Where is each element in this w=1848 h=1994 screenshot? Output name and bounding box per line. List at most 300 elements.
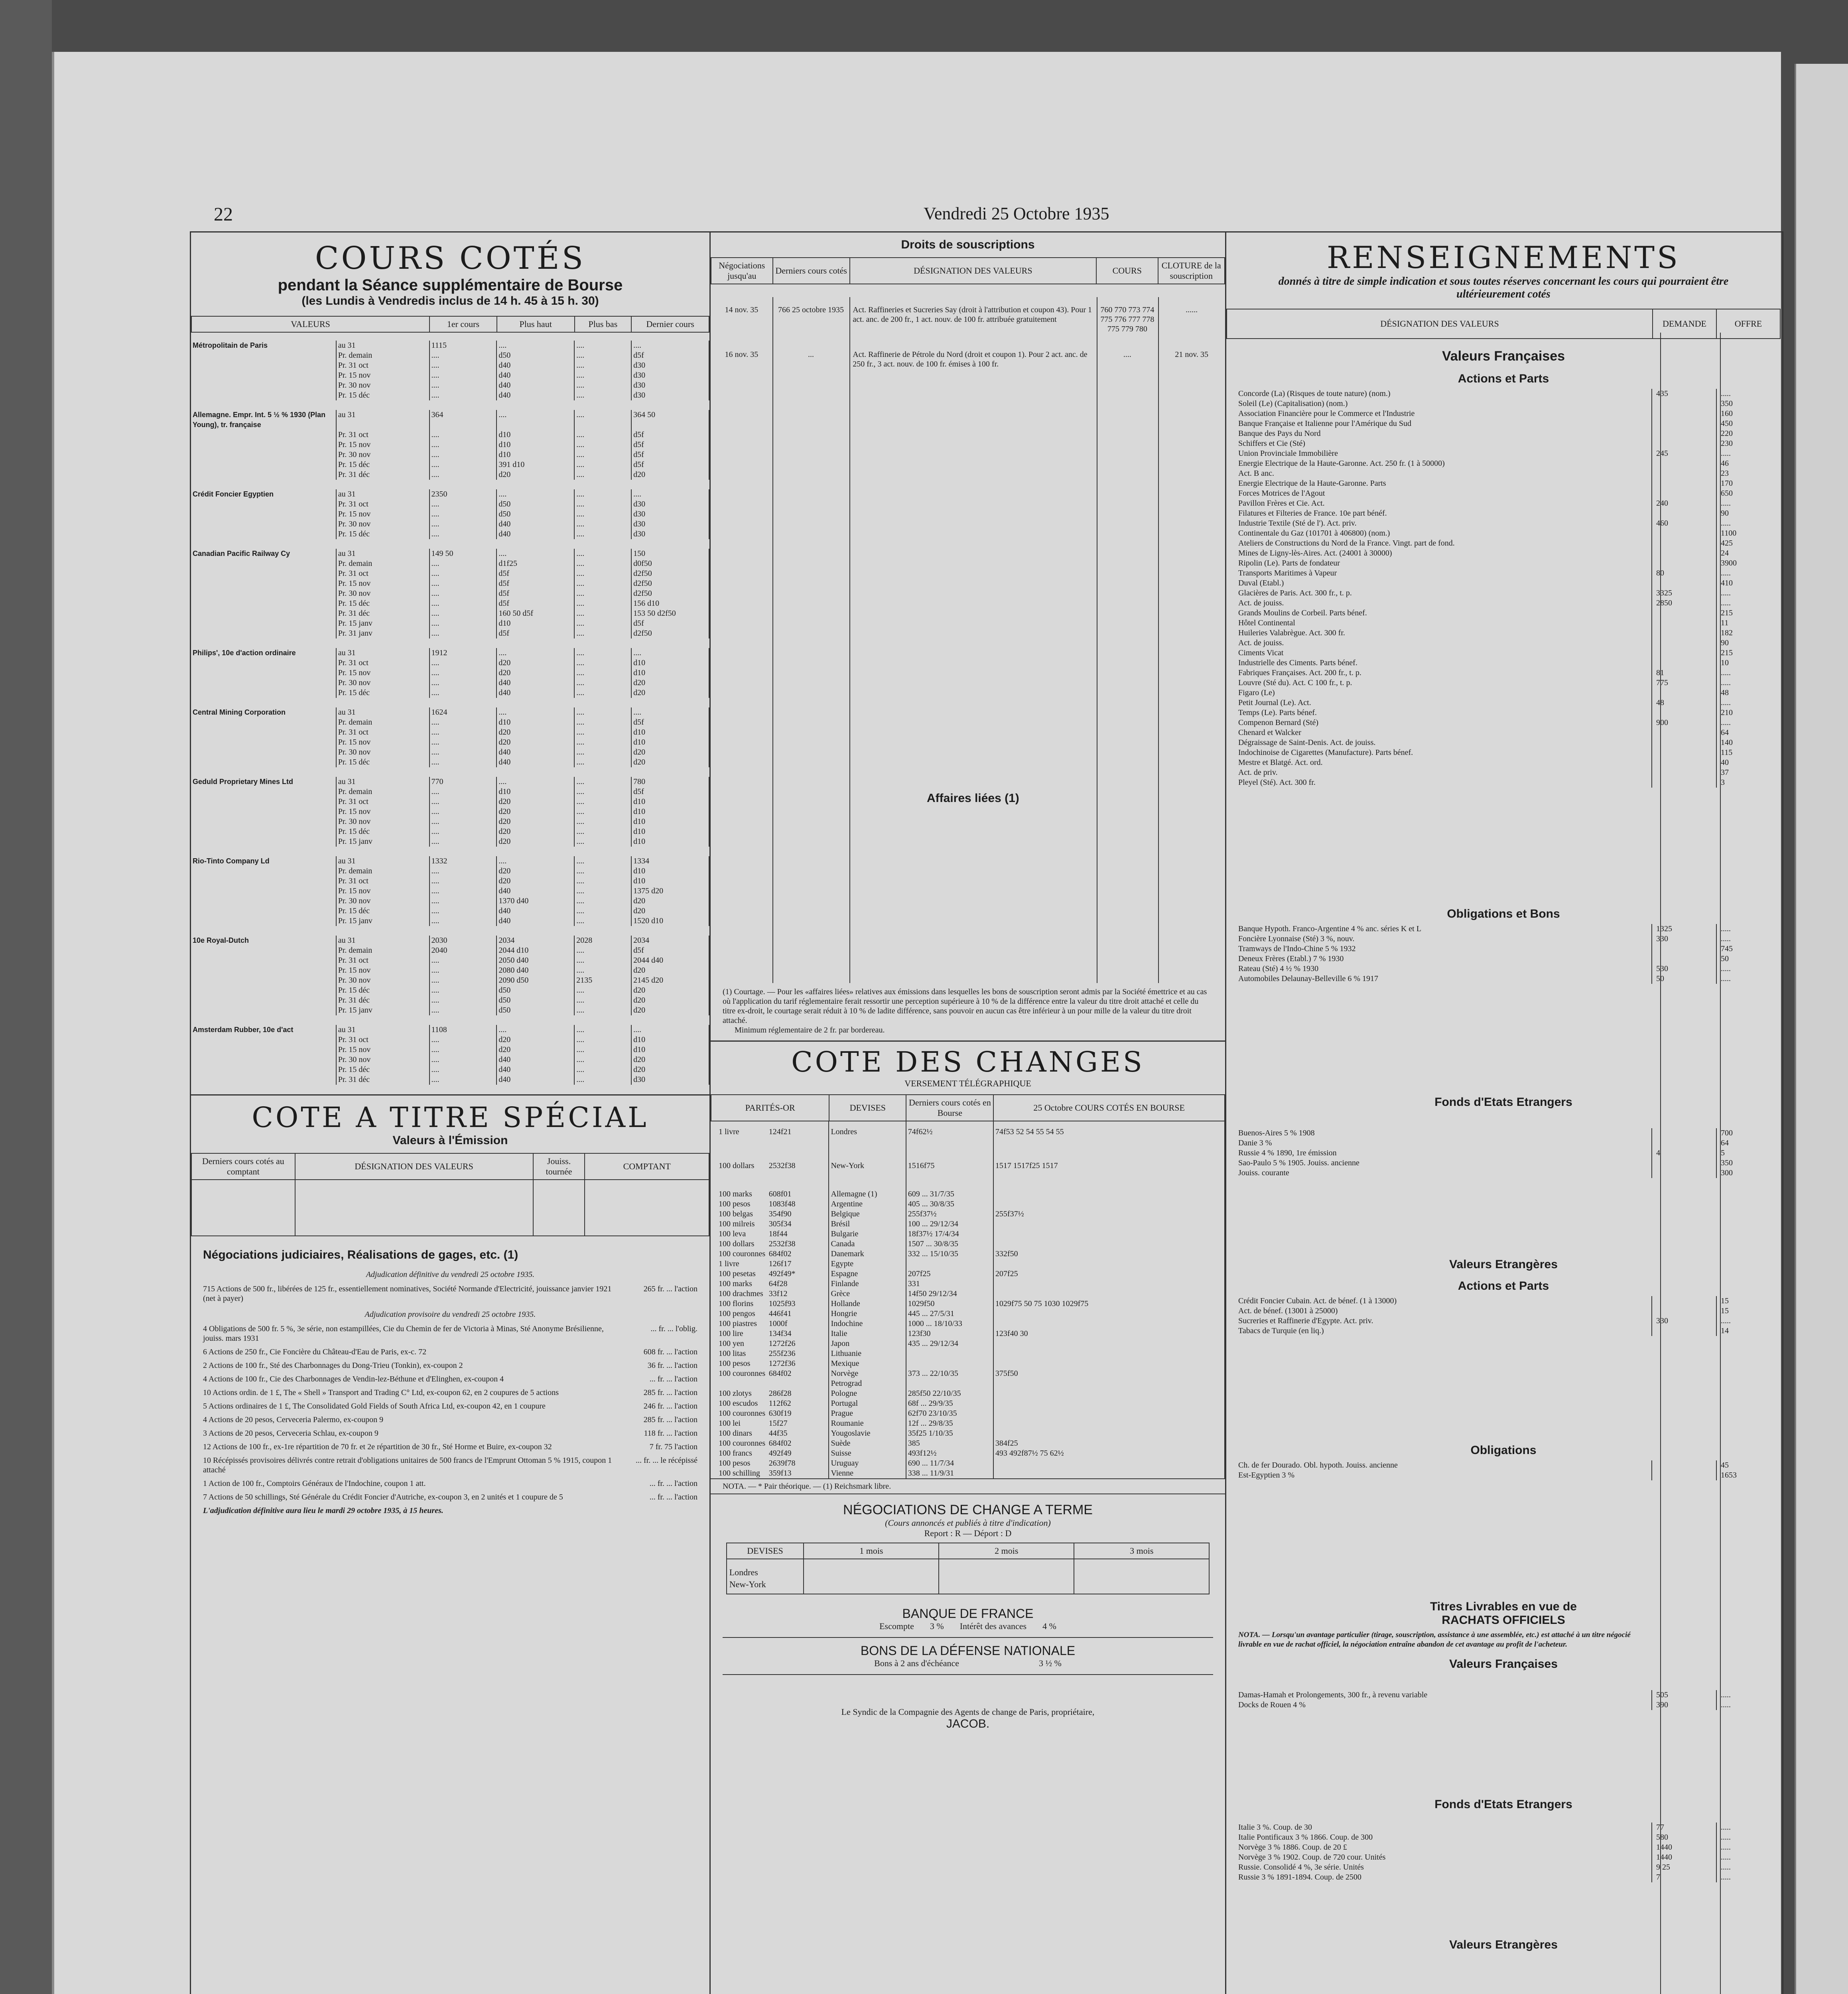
renseignement-row (1226, 708, 1781, 718)
cours-cell: Pr. 31 oct (336, 569, 429, 579)
change-terme-table (726, 1543, 1210, 1594)
col-designation-valeurs: DÉSIGNATION DES VALEURS (850, 258, 1096, 284)
valeur-designation: Ch. de fer Dourado. Obl. hypoth. Jouiss. ancienne (1238, 1461, 1398, 1470)
parite-unit: 100 milreis (719, 1220, 755, 1228)
cours-row (191, 807, 709, 817)
valeur-designation: Act. B anc. (1238, 469, 1274, 478)
column-cours-cotes (191, 233, 711, 1994)
cours-cell: d5f (631, 787, 709, 797)
cours-row (191, 519, 709, 529)
cours-row (191, 609, 709, 619)
interet-label: Intérêt des avances (959, 1621, 1027, 1631)
cours-cell: .... (574, 797, 631, 807)
devise: Indochine (829, 1319, 906, 1329)
demande-value: 505 (1651, 1690, 1716, 1700)
valeur-designation: Act. de priv. (1238, 768, 1278, 777)
adjacent-page-edge (1795, 64, 1848, 1994)
cours-cell: .... (574, 678, 631, 688)
cours-cell: .... (574, 856, 631, 866)
demande-value: 330 (1651, 1316, 1716, 1326)
renseignement-row (1226, 628, 1781, 638)
cours-row (191, 737, 709, 747)
change-row (711, 1438, 1225, 1448)
cours-group (191, 648, 709, 698)
cours-row (191, 549, 709, 559)
valeur-name (191, 390, 336, 400)
cours-cell: 2135 (574, 975, 631, 985)
cours-cell: d10 (631, 797, 709, 807)
renseignement-row (1226, 1872, 1781, 1882)
cours-cell: .... (574, 380, 631, 390)
cours-cell: .... (574, 410, 631, 430)
valeur-designation: Mines de Ligny-lès-Aires. Act. (24001 à 30000) (1238, 549, 1392, 558)
cours-cell: 1375 d20 (631, 886, 709, 896)
cours-cell: 1370 d40 (496, 896, 574, 906)
cours-cell: 2044 d10 (496, 946, 574, 956)
cours-cell: .... (429, 390, 497, 400)
judiciaire-price: ... fr. ... l'action (649, 1493, 697, 1501)
cours-cell: d20 (631, 747, 709, 757)
devise: New-York (829, 1155, 906, 1189)
valeur-name (191, 827, 336, 837)
parite-or: 1272f36 (767, 1359, 829, 1369)
cours-cell: .... (574, 1045, 631, 1055)
cours-row (191, 509, 709, 519)
cours-group (191, 549, 709, 638)
cours-cell: Pr. 15 janv (336, 916, 429, 926)
valeur-designation: Industrielle des Ciments. Parts bénef. (1238, 658, 1357, 667)
cours-cell: d10 (496, 787, 574, 797)
renseignement-row (1226, 748, 1781, 758)
cours-cell: .... (574, 985, 631, 995)
parite-unit: 100 pengos (719, 1309, 755, 1318)
offre-value: 160 (1716, 409, 1781, 419)
renseignement-row (1226, 598, 1781, 608)
valeur-name (191, 946, 336, 956)
demande-value: 435 (1651, 389, 1716, 399)
cours-cell: .... (574, 1065, 631, 1075)
renseignement-row (1226, 738, 1781, 748)
cours-cell: .... (574, 896, 631, 906)
cours-25-octobre (993, 1389, 1225, 1399)
cours-cell: d20 (631, 995, 709, 1005)
cours-cell: d5f (631, 450, 709, 460)
valeur-name (191, 757, 336, 767)
demande-value: 2850 (1651, 598, 1716, 608)
valeur-name (191, 787, 336, 797)
offre-value: ..... (1716, 934, 1781, 944)
offre-value: 210 (1716, 708, 1781, 718)
devise: Petrograd (829, 1379, 906, 1389)
cours-cell: d40 (496, 747, 574, 757)
demande-value (1651, 1128, 1716, 1138)
devise: Egypte (829, 1259, 906, 1269)
cours-cell: .... (429, 965, 497, 975)
offre-value: ..... (1716, 389, 1781, 399)
offre-value: 1100 (1716, 528, 1781, 538)
dernier-cours: 690 ... 11/7/34 (906, 1458, 993, 1468)
valeur-designation: Act. de jouiss. (1238, 638, 1284, 647)
cours-25-octobre (993, 1339, 1225, 1349)
cours-cell: d10 (631, 866, 709, 876)
dernier-cours (906, 1359, 993, 1369)
parite-or: 630f19 (767, 1409, 829, 1419)
judiciaire-item (191, 1492, 709, 1502)
renseignement-row (1226, 528, 1781, 538)
cours-25-octobre (993, 1419, 1225, 1429)
cours-25-octobre (993, 1219, 1225, 1229)
cours-cell: d5f (631, 430, 709, 440)
cours-cell: .... (574, 995, 631, 1005)
judiciaire-text: 12 Actions de 100 fr., ex-1re répartition de 70 fr. et 2e répartition de 30 fr., Sté Horme et Buire, ex-coupon 32 (203, 1442, 552, 1451)
cours-cell: Pr. 15 janv (336, 1005, 429, 1015)
renseignement-row (1226, 439, 1781, 449)
col-plus-bas: Plus bas (575, 316, 632, 332)
col-cours-25-octobre: 25 Octobre COURS COTÉS EN BOURSE (993, 1095, 1225, 1121)
cours-row (191, 410, 709, 430)
parite-or: 134f34 (767, 1329, 829, 1339)
cours-row (191, 896, 709, 906)
devise: Danemark (829, 1249, 906, 1259)
devise: Yougoslavie (829, 1429, 906, 1438)
valeur-designation: Ciments Vicat (1238, 648, 1284, 657)
parite-or: 1000f (767, 1319, 829, 1329)
cours-cell: .... (429, 906, 497, 916)
dernier-cours: 609 ... 31/7/35 (906, 1189, 993, 1199)
cours-cell: .... (574, 430, 631, 440)
cours-cell: Pr. 15 nov (336, 509, 429, 519)
dernier-cours: 1516f75 (906, 1155, 993, 1189)
cours-cell: d20 (631, 965, 709, 975)
cours-cell: d5f (496, 599, 574, 609)
demande-value: 4 (1651, 1148, 1716, 1158)
renseignement-row (1226, 718, 1781, 728)
cours-cell: 156 d10 (631, 599, 709, 609)
cours-25-octobre (993, 1458, 1225, 1468)
renseignement-row (1226, 548, 1781, 558)
renseignement-row (1226, 469, 1781, 479)
page-date: Vendredi 25 Octobre 1935 (924, 204, 1109, 223)
changes-header (711, 1094, 1225, 1121)
valeur-name (191, 470, 336, 480)
cours-row (191, 707, 709, 717)
renseignement-row (1226, 459, 1781, 469)
titre-special-table (191, 1153, 709, 1235)
bons-label: Bons à 2 ans d'échéance (874, 1658, 959, 1668)
cours-cell: Pr. demain (336, 787, 429, 797)
cours-cell: d10 (496, 717, 574, 727)
valeur-name (191, 629, 336, 638)
cours-cell: d10 (631, 668, 709, 678)
demande-value (1651, 538, 1716, 548)
cours-cell: 2080 d40 (496, 965, 574, 975)
devise: Uruguay (829, 1458, 906, 1468)
offre-value: 90 (1716, 638, 1781, 648)
devise: Hongrie (829, 1309, 906, 1319)
cours-row (191, 827, 709, 837)
cours-cell: .... (574, 648, 631, 658)
renseignement-row (1226, 974, 1781, 984)
cours-cell: d10 (496, 430, 574, 440)
valeur-designation: Norvège 3 % 1902. Coup. de 720 cour. Unités (1238, 1853, 1386, 1862)
col-cloture: CLOTURE de la souscription (1158, 258, 1225, 284)
devise: Espagne (829, 1269, 906, 1279)
judiciaire-text: 3 Actions de 20 pesos, Cerveceria Schlau, ex-coupon 9 (203, 1429, 378, 1438)
cours-cell: .... (631, 707, 709, 717)
devise: Belgique (829, 1209, 906, 1219)
cours-row (191, 956, 709, 965)
cours-cell: .... (574, 866, 631, 876)
judiciaire-price: ... fr. ... l'action (649, 1375, 697, 1383)
valeur-name (191, 370, 336, 380)
cours-cell: .... (429, 956, 497, 965)
change-row (711, 1289, 1225, 1299)
renseignement-row (1226, 419, 1781, 429)
cours-cell: Pr. 15 nov (336, 440, 429, 450)
valeur-designation: Concorde (La) (Risques de toute nature) (nom.) (1238, 389, 1391, 398)
interet-rate: 4 % (1042, 1621, 1056, 1631)
cours-cell: Pr. 30 nov (336, 975, 429, 985)
offre-value: 700 (1716, 1128, 1781, 1138)
obligations-list (1226, 924, 1781, 984)
parite-or: 112f62 (767, 1399, 829, 1409)
dernier-cours: 493f12½ (906, 1448, 993, 1458)
valeur-name (191, 460, 336, 470)
negociations-change-title: NÉGOCIATIONS DE CHANGE A TERME (843, 1502, 1093, 1517)
cours-cell: .... (574, 717, 631, 727)
cours-cell: d40 (496, 1065, 574, 1075)
cours-group (191, 856, 709, 926)
cours-cell: Pr. demain (336, 946, 429, 956)
parite-unit: 100 lei (719, 1419, 741, 1428)
nota-rachats: NOTA. — Lorsqu'un avantage particulier (tirage, souscription, assistance à une assemblée, etc.) est attaché à un titre négocié livrable en vue de rachat officiel, la négociation entraîne abandon de cet avantage au profit de l'acheteur. (1238, 1631, 1631, 1649)
demande-value: 245 (1651, 449, 1716, 459)
offre-value: 40 (1716, 758, 1781, 768)
offre-value: ..... (1716, 718, 1781, 728)
cours-cell: .... (574, 579, 631, 589)
cours-cell: .... (429, 1035, 497, 1045)
cours-cell: Pr. 30 nov (336, 896, 429, 906)
valeur-designation: Duval (Etabl.) (1238, 579, 1284, 587)
cours-cell: d20 (496, 470, 574, 480)
changes-nota: NOTA. — * Pair théorique. — (1) Reichsmark libre. (723, 1482, 891, 1491)
cours-cell: .... (429, 1005, 497, 1015)
change-row (711, 1199, 1225, 1209)
offre-value: 14 (1716, 1326, 1781, 1336)
renseignement-row (1226, 1306, 1781, 1316)
demande-value (1651, 738, 1716, 748)
valeurs-francaises-rachats-head: Valeurs Françaises (1449, 1657, 1558, 1671)
cours-cell: d20 (631, 1005, 709, 1015)
change-row (711, 1359, 1225, 1369)
cours-group (191, 1025, 709, 1085)
valeur-name (191, 737, 336, 747)
offre-value: 230 (1716, 439, 1781, 449)
cours-cell: d20 (496, 737, 574, 747)
demande-value: 50 (1651, 974, 1716, 984)
devise: Mexique (829, 1359, 906, 1369)
judiciaire-price: ... fr. ... le récépissé (636, 1456, 697, 1465)
cours-cell: Pr. 15 déc (336, 1065, 429, 1075)
offre-value: ..... (1716, 1316, 1781, 1326)
cours-25-octobre: 1517 1517f25 1517 (993, 1155, 1225, 1189)
parite-or: 359f13 (767, 1468, 829, 1478)
cours-cell: 780 (631, 777, 709, 787)
dernier-cours: 255f37½ (906, 1209, 993, 1219)
cours-cell: Pr. 31 déc (336, 995, 429, 1005)
judiciaire-text: 715 Actions de 500 fr., libérées de 125 fr., essentiellement nominatives, Société Normande d'Electricité, jouissance janvier 1921 (net à payer) (203, 1285, 612, 1303)
cours-cell: d20 (631, 757, 709, 767)
cours-cell: Pr. 30 nov (336, 450, 429, 460)
cours-cell: 149 50 (429, 549, 497, 559)
valeur-name: Amsterdam Rubber, 10e d'act (191, 1025, 336, 1035)
cours-cell: .... (574, 599, 631, 609)
cours-row (191, 856, 709, 866)
cours-cotes-body (191, 333, 709, 1085)
cours-row (191, 797, 709, 807)
demande-value (1651, 708, 1716, 718)
judiciaire-item (191, 1456, 709, 1475)
cours-cell: Pr. 15 nov (336, 579, 429, 589)
valeur-designation: Pavillon Frères et Cie. Act. (1238, 499, 1325, 508)
offre-value: 3 (1716, 778, 1781, 788)
cours-cell: d10 (631, 1035, 709, 1045)
valeur-name: Métropolitain de Paris (191, 341, 336, 351)
cours-cell: .... (429, 807, 497, 817)
renseignement-row (1226, 758, 1781, 768)
valeur-designation: Russie. Consolidé 4 %, 3e série. Unités (1238, 1863, 1364, 1872)
offre-value: 46 (1716, 459, 1781, 469)
renseignements-table (1226, 309, 1781, 1994)
cours-cell: d30 (631, 380, 709, 390)
cours-row (191, 529, 709, 539)
valeur-name (191, 1075, 336, 1085)
demande-value (1651, 459, 1716, 469)
valeur-name (191, 619, 336, 629)
valeur-designation: Italie 3 %. Coup. de 30 (1238, 1823, 1312, 1832)
renseignement-row (1226, 518, 1781, 528)
valeur-name (191, 658, 336, 668)
valeur-designation: Russie 4 % 1890, 1re émission (1238, 1149, 1337, 1157)
offre-value: 215 (1716, 608, 1781, 618)
cours-row (191, 1025, 709, 1035)
page-frame (190, 231, 1783, 1994)
renseignement-row (1226, 588, 1781, 598)
cote-changes-title: COTE DES CHANGES (791, 1046, 1145, 1078)
cours-cell: d40 (496, 688, 574, 698)
banque-france-rates (711, 1621, 1225, 1631)
demande-value: 460 (1651, 518, 1716, 528)
column-changes (711, 233, 1226, 1994)
cours-cell: .... (574, 1025, 631, 1035)
cours-row (191, 965, 709, 975)
cours-cell: .... (429, 688, 497, 698)
cours-cell: .... (574, 460, 631, 470)
cours-cell: .... (574, 470, 631, 480)
cours-cell: Pr. 31 déc (336, 1075, 429, 1085)
parite-unit: 100 dinars (719, 1429, 752, 1438)
parite-unit: 100 couronnes (719, 1439, 766, 1448)
cours-row (191, 361, 709, 370)
valeur-designation: Tabacs de Turquie (en liq.) (1238, 1326, 1324, 1335)
cours-cell: .... (574, 519, 631, 529)
valeur-designation: Continentale du Gaz (101701 à 406800) (nom.) (1238, 529, 1390, 538)
cours-cell: .... (496, 341, 574, 351)
cours-row (191, 390, 709, 400)
cours-row (191, 658, 709, 668)
cours-cell: 770 (429, 777, 497, 787)
devise: Norvège (829, 1369, 906, 1379)
cours-cell: .... (429, 450, 497, 460)
cours-row (191, 1005, 709, 1015)
demande-value (1651, 608, 1716, 618)
cours-row (191, 341, 709, 351)
demande-value (1651, 778, 1716, 788)
cours-cell: .... (496, 707, 574, 717)
cours-cell: .... (574, 609, 631, 619)
devise: Italie (829, 1329, 906, 1339)
cours-cell: d5f (496, 589, 574, 599)
demande-value (1651, 1326, 1716, 1336)
valeur-designation: Banque Hypoth. Franco-Argentine 4 % anc. séries K et L (1238, 924, 1421, 933)
col-devises: DEVISES (829, 1095, 906, 1121)
dernier-cours: 332 ... 15/10/35 (906, 1249, 993, 1259)
valeur-name (191, 876, 336, 886)
renseignement-row (1226, 578, 1781, 588)
dernier-cours: 338 ... 11/9/31 (906, 1468, 993, 1478)
cours-25-octobre (993, 1189, 1225, 1199)
offre-value: 140 (1716, 738, 1781, 748)
cours-cell: 1115 (429, 341, 497, 351)
renseignement-row (1226, 1158, 1781, 1168)
cours-cell: d20 (631, 896, 709, 906)
change-row (711, 1468, 1225, 1478)
valeur-name (191, 1055, 336, 1065)
cours-cell: 2034 (631, 936, 709, 946)
cours-cell: 2040 (429, 946, 497, 956)
cours-cell: .... (429, 817, 497, 827)
etr-actions-list (1226, 1296, 1781, 1336)
cours-cell: Pr. 15 déc (336, 757, 429, 767)
col-cours: COURS (1096, 258, 1158, 284)
cours-cell: d10 (631, 737, 709, 747)
parite-unit: 100 pesos (719, 1359, 751, 1368)
souscription-cloture: 21 nov. 35 (1175, 350, 1208, 359)
cours-cell: .... (574, 707, 631, 717)
devise: Lithuanie (829, 1349, 906, 1359)
cours-cell: .... (429, 827, 497, 837)
offre-value: ..... (1716, 698, 1781, 708)
demande-value (1651, 399, 1716, 409)
parite-unit: 100 escudos (719, 1399, 758, 1408)
parite-or: 33f12 (767, 1289, 829, 1299)
cours-row (191, 648, 709, 658)
parite-unit: 100 schilling (719, 1469, 760, 1478)
cours-cell: .... (574, 1005, 631, 1015)
cours-cell: .... (574, 737, 631, 747)
cours-25-octobre: 123f40 30 (993, 1329, 1225, 1339)
cours-cell: .... (429, 975, 497, 985)
valeur-name (191, 678, 336, 688)
parite-unit: 100 zlotys (719, 1389, 752, 1398)
cours-cell: .... (429, 370, 497, 380)
cours-25-octobre: 255f37½ (993, 1209, 1225, 1219)
cours-cell: 364 (429, 410, 497, 430)
cours-cell: 2350 (429, 489, 497, 499)
cours-cell: d20 (496, 668, 574, 678)
valeur-designation: Ateliers de Constructions du Nord de la France. Vingt. part de fond. (1238, 539, 1455, 548)
cours-cell: Pr. 31 oct (336, 361, 429, 370)
